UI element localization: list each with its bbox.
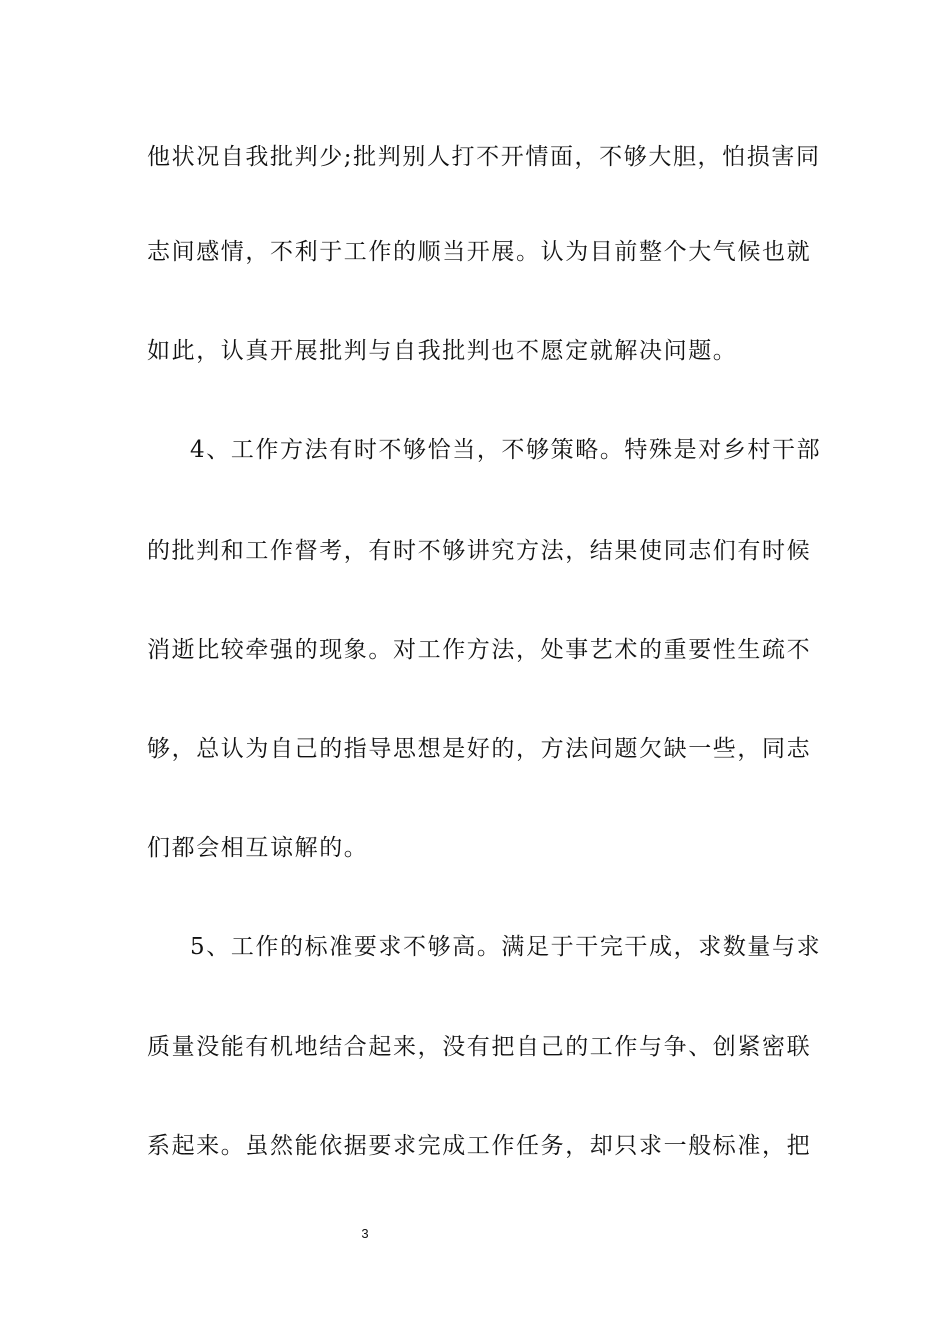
text-line: 够，总认为自己的指导思想是好的，方法问题欠缺一些，同志 bbox=[147, 736, 812, 762]
text-line: 如此，认真开展批判与自我批判也不愿定就解决问题。 bbox=[147, 338, 738, 364]
text-line: 的批判和工作督考，有时不够讲究方法，结果使同志们有时候 bbox=[147, 538, 812, 564]
text-line: 系起来。虽然能依据要求完成工作任务，却只求一般标准，把 bbox=[147, 1133, 812, 1159]
text-line: 志间感情，不利于工作的顺当开展。认为目前整个大气候也就 bbox=[147, 239, 812, 265]
text-line: 消逝比较牵强的现象。对工作方法，处事艺术的重要性生疏不 bbox=[147, 637, 812, 663]
text-line-paragraph-4-start: 4、工作方法有时不够恰当，不够策略。特殊是对乡村干部 bbox=[190, 437, 822, 463]
text-line: 质量没能有机地结合起来，没有把自己的工作与争、创紧密联 bbox=[147, 1034, 812, 1060]
page-number: 3 bbox=[361, 1226, 369, 1241]
text-line: 们都会相互谅解的。 bbox=[147, 835, 369, 861]
text-line: 他状况自我批判少;批判别人打不开情面，不够大胆，怕损害同 bbox=[147, 144, 821, 170]
text-line-paragraph-5-start: 5、工作的标准要求不够高。满足于干完干成，求数量与求 bbox=[190, 934, 822, 960]
